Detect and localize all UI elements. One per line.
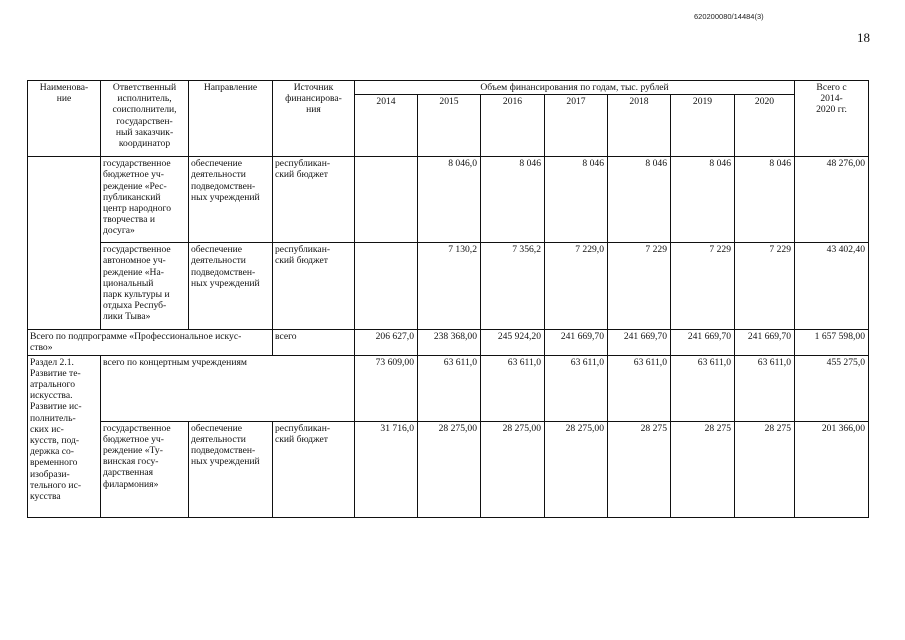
- value-cell: 63 611,0: [671, 355, 735, 421]
- direction-cell: обеспечение деятельности подведомствен- ных учреждений: [189, 421, 273, 517]
- table-row: [28, 243, 869, 330]
- value-cell: 63 611,0: [545, 355, 608, 421]
- header-year-2018: 2018: [608, 95, 671, 157]
- subtotal-row: [28, 330, 869, 355]
- value-cell: 28 275,00: [418, 421, 481, 517]
- financing-table: [27, 80, 869, 518]
- direction-cell: обеспечение деятельности подведомствен- ных учреждений: [189, 243, 273, 330]
- value-cell: 206 627,0: [355, 330, 418, 355]
- source-cell: республикан- ский бюджет: [273, 157, 355, 243]
- value-cell: 8 046: [671, 157, 735, 243]
- value-cell: 8 046: [545, 157, 608, 243]
- section-name: Раздел 2.1. Развитие те- атрального искусства. Развитие ис- полнитель- ских ис- кусств, под- держка со- временного изобрази- тельного ис- кусства: [28, 355, 101, 517]
- value-cell: 238 368,00: [418, 330, 481, 355]
- header-total: Всего с 2014- 2020 гг.: [795, 81, 869, 157]
- value-cell: 7 356,2: [481, 243, 545, 330]
- value-cell: 63 611,0: [735, 355, 795, 421]
- value-cell: 8 046: [735, 157, 795, 243]
- value-cell: [355, 157, 418, 243]
- header-executor: Ответственный исполнитель, соисполнители, государствен- ный заказчик- координатор: [101, 81, 189, 157]
- value-cell: 241 669,70: [735, 330, 795, 355]
- executor-cell: государственное автономное уч- реждение «На- циональный парк культуры и отдыха Респуб- лики Тыва»: [101, 243, 189, 330]
- section-total-row: [28, 355, 869, 421]
- value-cell: 28 275,00: [481, 421, 545, 517]
- value-cell: 28 275: [608, 421, 671, 517]
- value-cell: 7 229: [735, 243, 795, 330]
- header-year-2017: 2017: [545, 95, 608, 157]
- total-cell: 48 276,00: [795, 157, 869, 243]
- value-cell: [355, 243, 418, 330]
- section-all-label: всего по концертным учреждениям: [101, 355, 355, 421]
- header-year-2014: 2014: [355, 95, 418, 157]
- header-direction: Направление: [189, 81, 273, 157]
- value-cell: 63 611,0: [481, 355, 545, 421]
- value-cell: 63 611,0: [418, 355, 481, 421]
- source-cell: республикан- ский бюджет: [273, 421, 355, 517]
- name-cell: [28, 157, 101, 330]
- value-cell: 241 669,70: [671, 330, 735, 355]
- value-cell: 8 046: [608, 157, 671, 243]
- subtotal-label: Всего по подпрограмме «Профессиональное искус- ство»: [28, 330, 273, 355]
- value-cell: 7 229: [608, 243, 671, 330]
- value-cell: 28 275,00: [545, 421, 608, 517]
- value-cell: 28 275: [735, 421, 795, 517]
- header-year-2016: 2016: [481, 95, 545, 157]
- value-cell: 63 611,0: [608, 355, 671, 421]
- value-cell: 8 046,0: [418, 157, 481, 243]
- document-id: 620200080/14484(3): [694, 12, 764, 21]
- direction-cell: обеспечение деятельности подведомствен- ных учреждений: [189, 157, 273, 243]
- value-cell: 28 275: [671, 421, 735, 517]
- header-funding-title: Объем финансирования по годам, тыс. рублей: [355, 81, 795, 95]
- table-row: [28, 421, 869, 517]
- value-cell: 7 130,2: [418, 243, 481, 330]
- value-cell: 7 229: [671, 243, 735, 330]
- page-number: 18: [857, 30, 870, 45]
- header-source: Источник финансирова- ния: [273, 81, 355, 157]
- value-cell: 73 609,00: [355, 355, 418, 421]
- source-cell: республикан- ский бюджет: [273, 243, 355, 330]
- total-cell: 455 275,0: [795, 355, 869, 421]
- value-cell: 245 924,20: [481, 330, 545, 355]
- value-cell: 31 716,0: [355, 421, 418, 517]
- header-name: Наименова- ние: [28, 81, 101, 157]
- total-cell: 201 366,00: [795, 421, 869, 517]
- executor-cell: государственное бюджетное уч- реждение «Ту- винская госу- дарственная филармония»: [101, 421, 189, 517]
- value-cell: 7 229,0: [545, 243, 608, 330]
- header-year-2020: 2020: [735, 95, 795, 157]
- total-cell: 43 402,40: [795, 243, 869, 330]
- executor-cell: государственное бюджетное уч- реждение «Рес- публиканский центр народного творчества и досуга»: [101, 157, 189, 243]
- header-year-2019: 2019: [671, 95, 735, 157]
- value-cell: 241 669,70: [545, 330, 608, 355]
- header-year-2015: 2015: [418, 95, 481, 157]
- value-cell: 8 046: [481, 157, 545, 243]
- value-cell: 241 669,70: [608, 330, 671, 355]
- subtotal-source: всего: [273, 330, 355, 355]
- table-row: [28, 157, 869, 243]
- total-cell: 1 657 598,00: [795, 330, 869, 355]
